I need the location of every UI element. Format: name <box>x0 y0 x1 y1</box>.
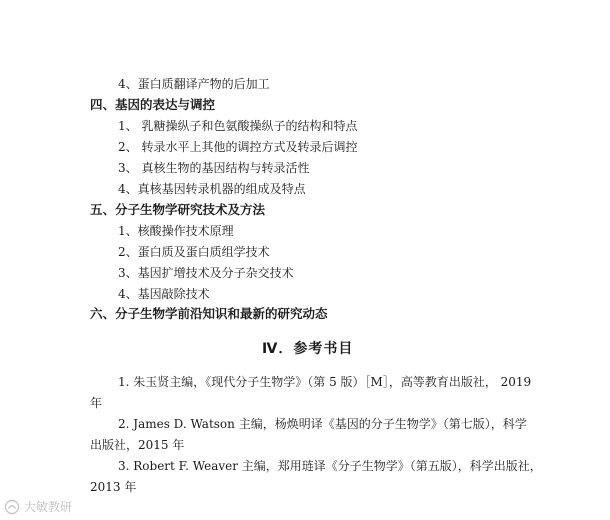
reference-1-line-2: 年 <box>90 396 103 410</box>
reference-2-line-2: 出版社，2015 年 <box>90 438 185 452</box>
outline-item-5-2: 2、蛋白质及蛋白质组学技术 <box>118 245 270 259</box>
outline-item-5-1: 1、核酸操作技术原理 <box>118 224 234 238</box>
outline-item-3-4: 4、蛋白质翻译产物的后加工 <box>118 77 270 91</box>
section-4-heading: 四、基因的表达与调控 <box>90 97 216 112</box>
references-title: Ⅳ．参考书目 <box>262 341 354 357</box>
watermark-text: 大敏教研 <box>24 500 73 514</box>
reference-1-line-1: 1. 朱玉贤主编，《现代分子生物学》（第 5 版）［M］，高等教育出版社， 2019 <box>118 375 532 389</box>
outline-item-5-4: 4、基因敲除技术 <box>118 287 210 301</box>
outline-item-4-3: 3、 真核生物的基因结构与转录活性 <box>118 161 310 175</box>
reference-2-line-1: 2. James D. Watson 主编，杨焕明译《基因的分子生物学》（第七版），科学 <box>118 417 527 431</box>
outline-item-5-3: 3、基因扩增技术及分子杂交技术 <box>118 266 294 280</box>
outline-item-4-1: 1、 乳糖操纵子和色氨酸操纵子的结构和特点 <box>118 119 358 133</box>
outline-item-4-2: 2、 转录水平上其他的调控方式及转录后调控 <box>118 140 358 154</box>
outline-item-4-4: 4、真核基因转录机器的组成及特点 <box>118 182 306 196</box>
section-5-heading: 五、分子生物学研究技术及方法 <box>90 202 266 217</box>
section-6-heading: 六、分子生物学前沿知识和最新的研究动态 <box>90 306 328 321</box>
reference-3-line-1: 3. Robert F. Weaver 主编，郑用琏译《分子生物学》（第五版），科学出版社， <box>118 459 542 473</box>
reference-3-line-2: 2013 年 <box>90 480 137 494</box>
watermark <box>4 498 72 515</box>
watermark-logo-icon <box>4 499 20 515</box>
